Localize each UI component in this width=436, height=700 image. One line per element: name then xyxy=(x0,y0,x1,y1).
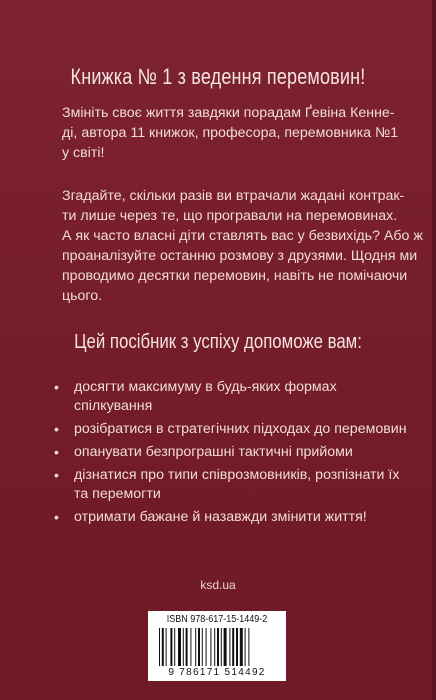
list-item xyxy=(52,420,407,439)
list-item xyxy=(52,443,402,462)
body-line: ти лише через те, що програвали на перемовинах. xyxy=(62,208,398,224)
barcode-bars-icon xyxy=(159,628,275,666)
intro-line: у світі! xyxy=(62,145,105,161)
intro-paragraph xyxy=(62,103,399,163)
body-paragraph xyxy=(62,186,423,306)
bullet-icon: • xyxy=(54,379,59,395)
body-line: цього. xyxy=(62,288,103,304)
bullet-icon: • xyxy=(54,509,59,525)
bullet-icon: • xyxy=(54,421,59,437)
cover-edge xyxy=(432,0,436,700)
isbn-label: ISBN 978-617-15-1449-2 xyxy=(166,614,268,625)
benefits-heading: Цей посібник з успіху допоможе вам: xyxy=(74,331,362,353)
list-item xyxy=(52,508,402,527)
body-line: проаналізуйте останню розмову з друзями. Щодня ми xyxy=(62,248,418,264)
intro-line: ді, автора 11 книжок, професора, перемовника №1 xyxy=(62,125,399,141)
list-item-text: розібратися в стратегічних підходах до перемовин xyxy=(74,421,407,437)
benefits-list xyxy=(52,378,407,531)
headline: Книжка № 1 з ведення перемовин! xyxy=(70,64,366,89)
isbn-barcode xyxy=(148,611,286,681)
list-item-text: досягти максимуму в будь-яких формах xyxy=(74,379,337,395)
intro-line: Змініть своє життя завдяки порадам Ґевіна Кенне- xyxy=(62,105,395,121)
body-line: Згадайте, скільки разів ви втрачали жадані контрак- xyxy=(62,188,405,204)
list-item-text: опанувати безпрограшні тактичні прийоми xyxy=(74,444,353,460)
list-item xyxy=(52,466,402,504)
list-item-text: спілкування xyxy=(74,398,153,414)
bullet-icon: • xyxy=(54,444,59,460)
list-item-text: отримати бажане й назавжди змінити життя! xyxy=(74,509,367,525)
list-item xyxy=(52,378,402,416)
bullet-icon: • xyxy=(54,467,59,483)
list-item-text: та перемогти xyxy=(74,486,161,502)
barcode-digits: 9 786171 514492 xyxy=(168,667,266,678)
publisher-website: ksd.ua xyxy=(200,578,236,592)
body-line: проводимо десятки перемовин, навіть не помічаючи xyxy=(62,268,408,284)
body-line: А як часто власні діти ставлять вас у безвихідь? Або ж xyxy=(62,228,423,244)
list-item-text: дізнатися про типи співрозмовників, розпізнати їх xyxy=(74,467,400,483)
